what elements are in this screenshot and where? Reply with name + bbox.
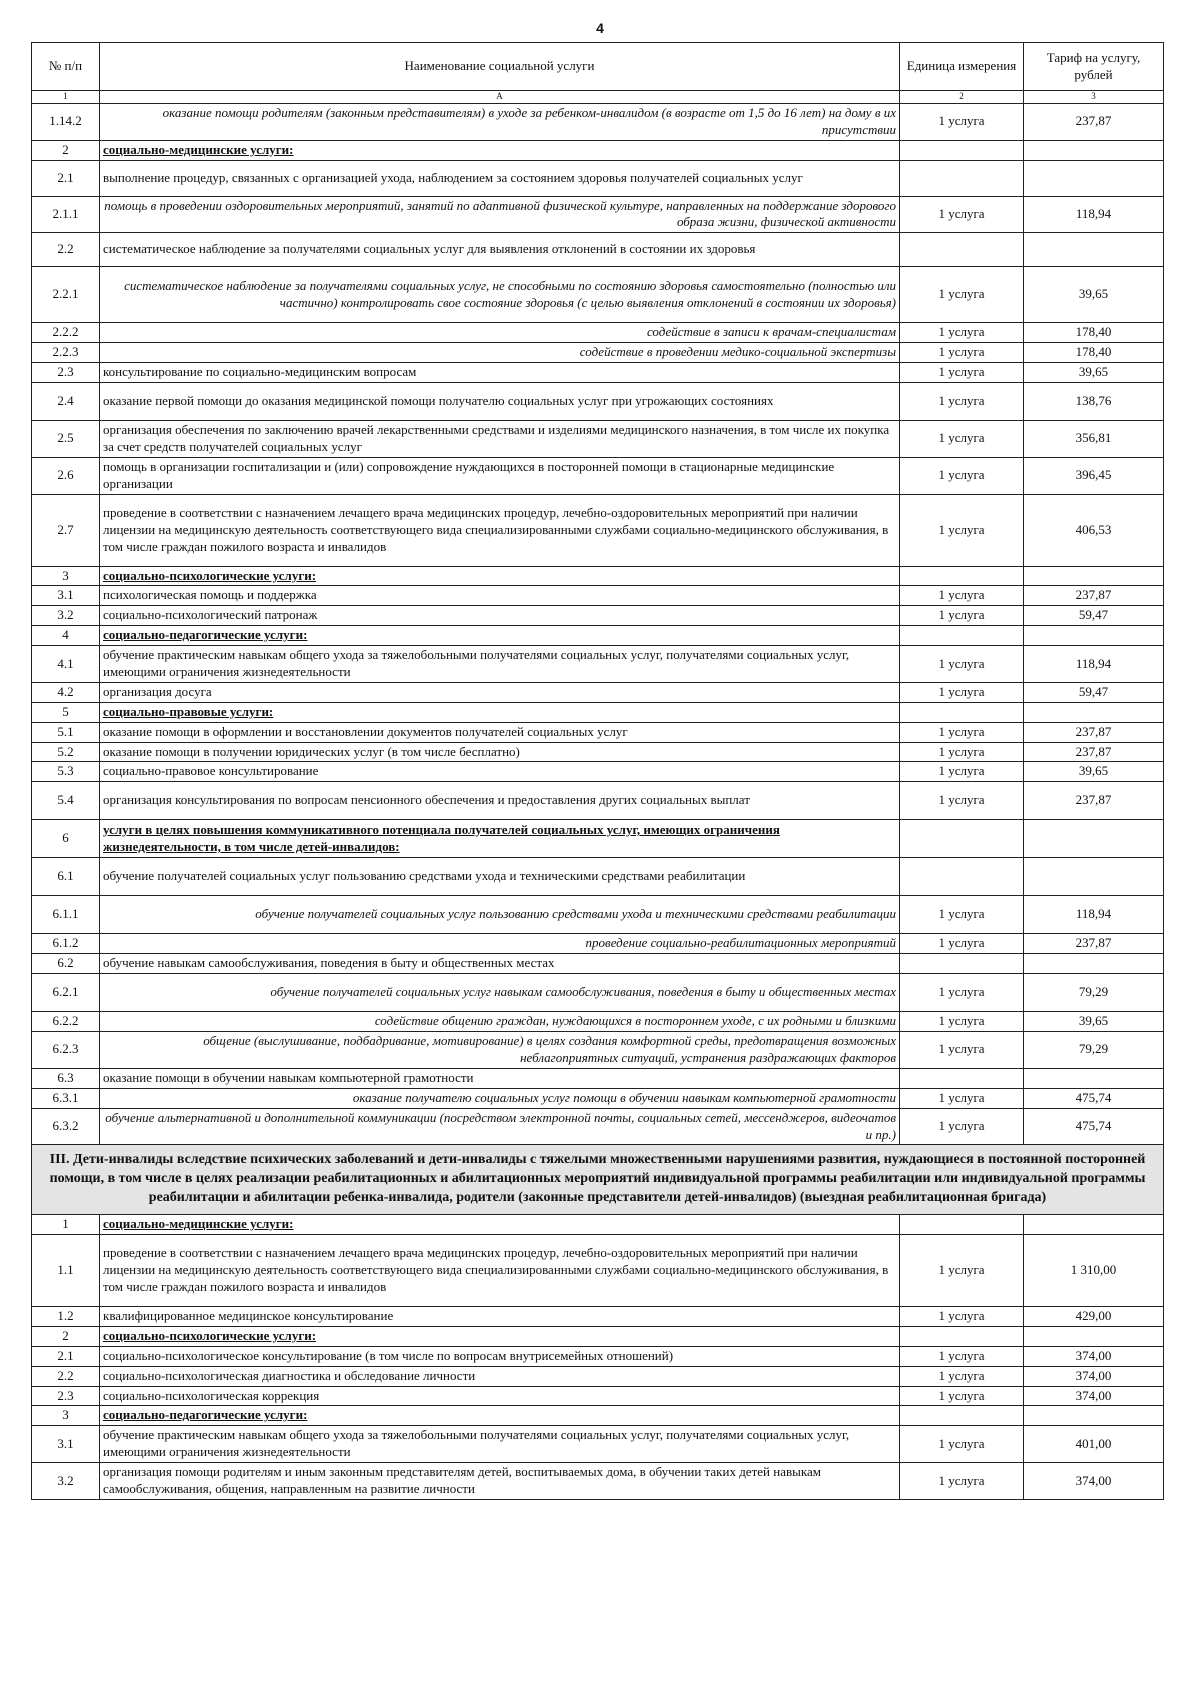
service-number: 2.3 <box>32 363 100 383</box>
service-number: 6.2.3 <box>32 1032 100 1069</box>
table-row <box>32 1012 1164 1032</box>
table-row <box>32 1234 1164 1306</box>
service-name: социально-педагогические услуги: <box>100 626 900 646</box>
tariff-value <box>1024 566 1164 586</box>
service-number: 6.3.2 <box>32 1108 100 1145</box>
service-number: 2.4 <box>32 383 100 421</box>
unit-of-measure: 1 услуга <box>900 383 1024 421</box>
service-number: 6.2 <box>32 954 100 974</box>
unit-of-measure: 1 услуга <box>900 457 1024 494</box>
tariff-value: 59,47 <box>1024 682 1164 702</box>
header-number: № п/п <box>32 43 100 91</box>
service-name: оказание помощи в получении юридических услуг (в том числе бесплатно) <box>100 742 900 762</box>
tariff-value: 237,87 <box>1024 934 1164 954</box>
service-name: содействие в проведении медико-социальной экспертизы <box>100 343 900 363</box>
unit-of-measure: 1 услуга <box>900 1032 1024 1069</box>
service-number: 6.1.1 <box>32 896 100 934</box>
unit-of-measure <box>900 1215 1024 1235</box>
unit-of-measure: 1 услуга <box>900 1234 1024 1306</box>
service-number: 1.2 <box>32 1306 100 1326</box>
service-name: обучение практическим навыкам общего ухода за тяжелобольными получателями социальных услуг, получателями социальных услуг, имеющими ограничения жизнедеятельности <box>100 1426 900 1463</box>
service-number: 2.6 <box>32 457 100 494</box>
tariff-value: 237,87 <box>1024 722 1164 742</box>
service-number: 4.2 <box>32 682 100 702</box>
table-row <box>32 1406 1164 1426</box>
table-row <box>32 1088 1164 1108</box>
tariff-value <box>1024 954 1164 974</box>
service-name: систематическое наблюдение за получателями социальных услуг, не способными по состоянию здоровья самостоятельно (полностью или частично) контролировать свое состояние здоровья (с целью выявления отклонений в состоянии их здоровья) <box>100 267 900 323</box>
service-number: 3.1 <box>32 586 100 606</box>
header-unit: Единица измерения <box>900 43 1024 91</box>
table-row <box>32 782 1164 820</box>
tariff-value: 39,65 <box>1024 363 1164 383</box>
table-row <box>32 858 1164 896</box>
tariff-value: 374,00 <box>1024 1346 1164 1366</box>
unit-of-measure: 1 услуга <box>900 343 1024 363</box>
tariff-value: 406,53 <box>1024 494 1164 566</box>
unit-of-measure <box>900 702 1024 722</box>
service-name: социально-педагогические услуги: <box>100 1406 900 1426</box>
tariff-value: 118,94 <box>1024 196 1164 233</box>
service-name: проведение в соответствии с назначением лечащего врача медицинских процедур, лечебно-оздоровительных мероприятий при наличии лицензии на медицинскую деятельность соответствующего вида специализированными службами социально-медицинского обслуживания, в том числе граждан пожилого возраста и инвалидов <box>100 1234 900 1306</box>
service-name: общение (выслушивание, подбадривание, мотивирование) в целях создания комфортной среды, предотвращения возможных неблагоприятных ситуаций, устранения раздражающих факторов <box>100 1032 900 1069</box>
table-row <box>32 1386 1164 1406</box>
tariff-value <box>1024 626 1164 646</box>
service-name: социально-психологические услуги: <box>100 566 900 586</box>
tariff-value: 237,87 <box>1024 103 1164 140</box>
service-number: 1 <box>32 1215 100 1235</box>
tariff-value: 429,00 <box>1024 1306 1164 1326</box>
column-numbers-row <box>32 91 1164 104</box>
tariff-value: 475,74 <box>1024 1088 1164 1108</box>
service-number: 3 <box>32 566 100 586</box>
unit-of-measure: 1 услуга <box>900 646 1024 683</box>
service-name: выполнение процедур, связанных с организацией ухода, наблюдением за состоянием здоровья получателей социальных услуг <box>100 160 900 196</box>
unit-of-measure <box>900 160 1024 196</box>
section-header-row <box>32 1145 1164 1215</box>
tariff-value: 39,65 <box>1024 762 1164 782</box>
unit-of-measure <box>900 140 1024 160</box>
service-number: 6.1.2 <box>32 934 100 954</box>
unit-of-measure: 1 услуга <box>900 742 1024 762</box>
table-row <box>32 233 1164 267</box>
tariff-value: 374,00 <box>1024 1463 1164 1500</box>
unit-of-measure: 1 услуга <box>900 586 1024 606</box>
unit-of-measure: 1 услуга <box>900 196 1024 233</box>
tariff-value <box>1024 1326 1164 1346</box>
table-row <box>32 1346 1164 1366</box>
service-number: 5.3 <box>32 762 100 782</box>
table-row <box>32 626 1164 646</box>
unit-of-measure: 1 услуга <box>900 1306 1024 1326</box>
service-name: проведение в соответствии с назначением лечащего врача медицинских процедур, лечебно-оздоровительных мероприятий при наличии лицензии на медицинскую деятельность соответствующего вида специализированными службами социально-медицинского обслуживания, в том числе граждан пожилого возраста и инвалидов <box>100 494 900 566</box>
unit-of-measure <box>900 1068 1024 1088</box>
service-name: обучение получателей социальных услуг навыкам самообслуживания, поведения в быту и общественных местах <box>100 974 900 1012</box>
unit-of-measure: 1 услуга <box>900 494 1024 566</box>
section-title: III. Дети-инвалиды вследствие психических заболеваний и дети-инвалиды с тяжелыми множественными нарушениями развития, нуждающиеся в постоянной посторонней помощи, в том числе в целях реализации реабилитационных и абилитационных мероприятий индивидуальной программы реабилитации или индивидуальной программы реабилитации и абилитации ребенка-инвалида, родители (законные представители детей-инвалидов) (выездная реабилитационная бригада) <box>32 1145 1164 1215</box>
unit-of-measure: 1 услуга <box>900 782 1024 820</box>
service-name: помощь в проведении оздоровительных мероприятий, занятий по адаптивной физической культуре, направленных на поддержание здорового образа жизни, физической активности <box>100 196 900 233</box>
table-row <box>32 722 1164 742</box>
service-number: 6.2.1 <box>32 974 100 1012</box>
table-row <box>32 702 1164 722</box>
service-number: 6.3 <box>32 1068 100 1088</box>
service-number: 1.1 <box>32 1234 100 1306</box>
service-name: оказание первой помощи до оказания медицинской помощи получателю социальных услуг при угрожающих состояниях <box>100 383 900 421</box>
table-row <box>32 160 1164 196</box>
column-number-3: 3 <box>1024 91 1164 104</box>
service-number: 2.2.2 <box>32 323 100 343</box>
service-name: социально-правовое консультирование <box>100 762 900 782</box>
unit-of-measure: 1 услуга <box>900 682 1024 702</box>
service-number: 2.7 <box>32 494 100 566</box>
tariff-value: 237,87 <box>1024 586 1164 606</box>
service-number: 5 <box>32 702 100 722</box>
service-name: систематическое наблюдение за получателями социальных услуг для выявления отклонений в состоянии их здоровья <box>100 233 900 267</box>
service-name: услуги в целях повышения коммуникативного потенциала получателей социальных услуг, имеющих ограничения жизнедеятельности, в том числе детей-инвалидов: <box>100 820 900 858</box>
tariff-value <box>1024 1406 1164 1426</box>
service-name: оказание помощи родителям (законным представителям) в уходе за ребенком-инвалидом (в возрасте от 1,5 до 16 лет) на дому в их присутствии <box>100 103 900 140</box>
tariff-value <box>1024 1215 1164 1235</box>
unit-of-measure <box>900 1406 1024 1426</box>
unit-of-measure: 1 услуга <box>900 896 1024 934</box>
unit-of-measure: 1 услуга <box>900 1426 1024 1463</box>
unit-of-measure <box>900 626 1024 646</box>
tariff-value: 475,74 <box>1024 1108 1164 1145</box>
service-number: 2.3 <box>32 1386 100 1406</box>
table-row <box>32 1366 1164 1386</box>
tariff-value: 39,65 <box>1024 267 1164 323</box>
tariff-value: 118,94 <box>1024 646 1164 683</box>
table-row <box>32 363 1164 383</box>
unit-of-measure: 1 услуга <box>900 363 1024 383</box>
table-row <box>32 954 1164 974</box>
table-row <box>32 1426 1164 1463</box>
unit-of-measure: 1 услуга <box>900 722 1024 742</box>
unit-of-measure: 1 услуга <box>900 103 1024 140</box>
table-row <box>32 934 1164 954</box>
service-name: социально-психологическая коррекция <box>100 1386 900 1406</box>
service-name: консультирование по социально-медицинским вопросам <box>100 363 900 383</box>
service-number: 2.2.1 <box>32 267 100 323</box>
service-name: социально-медицинские услуги: <box>100 140 900 160</box>
column-number-1: 1 <box>32 91 100 104</box>
tariff-value: 237,87 <box>1024 742 1164 762</box>
service-number: 6.3.1 <box>32 1088 100 1108</box>
service-name: социально-психологическое консультирование (в том числе по вопросам внутрисемейных отношений) <box>100 1346 900 1366</box>
table-row <box>32 762 1164 782</box>
unit-of-measure: 1 услуга <box>900 323 1024 343</box>
service-name: обучение получателей социальных услуг пользованию средствами ухода и техническими средствами реабилитации <box>100 858 900 896</box>
header-service-name: Наименование социальной услуги <box>100 43 900 91</box>
service-number: 5.1 <box>32 722 100 742</box>
service-number: 2.5 <box>32 421 100 458</box>
table-row <box>32 323 1164 343</box>
service-name: социально-правовые услуги: <box>100 702 900 722</box>
tariff-value: 118,94 <box>1024 896 1164 934</box>
tariff-value <box>1024 702 1164 722</box>
table-row <box>32 494 1164 566</box>
service-name: социально-психологическая диагностика и обследование личности <box>100 1366 900 1386</box>
table-row <box>32 103 1164 140</box>
service-name: психологическая помощь и поддержка <box>100 586 900 606</box>
service-name: обучение навыкам самообслуживания, поведения в быту и общественных местах <box>100 954 900 974</box>
service-name: оказание получателю социальных услуг помощи в обучении навыкам компьютерной грамотности <box>100 1088 900 1108</box>
unit-of-measure: 1 услуга <box>900 1108 1024 1145</box>
tariff-value: 396,45 <box>1024 457 1164 494</box>
unit-of-measure: 1 услуга <box>900 1012 1024 1032</box>
table-row <box>32 1306 1164 1326</box>
unit-of-measure: 1 услуга <box>900 1088 1024 1108</box>
table-row <box>32 606 1164 626</box>
tariff-table <box>31 42 1164 1500</box>
table-row <box>32 1068 1164 1088</box>
tariff-value <box>1024 160 1164 196</box>
unit-of-measure: 1 услуга <box>900 1463 1024 1500</box>
service-number: 2.1 <box>32 160 100 196</box>
table-row <box>32 1215 1164 1235</box>
service-number: 3.1 <box>32 1426 100 1463</box>
table-row <box>32 742 1164 762</box>
service-name: организация консультирования по вопросам пенсионного обеспечения и предоставления других социальных выплат <box>100 782 900 820</box>
tariff-value: 178,40 <box>1024 343 1164 363</box>
service-name: социально-психологические услуги: <box>100 1326 900 1346</box>
tariff-value: 356,81 <box>1024 421 1164 458</box>
column-number-2: 2 <box>900 91 1024 104</box>
service-name: обучение практическим навыкам общего ухода за тяжелобольными получателями социальных услуг, получателями социальных услуг, имеющими ограничения жизнедеятельности <box>100 646 900 683</box>
unit-of-measure: 1 услуга <box>900 762 1024 782</box>
service-number: 5.4 <box>32 782 100 820</box>
table-row <box>32 1032 1164 1069</box>
column-number-a: А <box>100 91 900 104</box>
unit-of-measure: 1 услуга <box>900 1386 1024 1406</box>
table-row <box>32 646 1164 683</box>
header-tariff: Тариф на услугу, рублей <box>1024 43 1164 91</box>
tariff-value: 138,76 <box>1024 383 1164 421</box>
service-number: 2 <box>32 1326 100 1346</box>
service-name: оказание помощи в оформлении и восстановлении документов получателей социальных услуг <box>100 722 900 742</box>
service-number: 4.1 <box>32 646 100 683</box>
service-name: организация досуга <box>100 682 900 702</box>
table-row <box>32 457 1164 494</box>
table-row <box>32 1326 1164 1346</box>
tariff-value <box>1024 1068 1164 1088</box>
tariff-value <box>1024 820 1164 858</box>
tariff-value <box>1024 858 1164 896</box>
tariff-value: 1 310,00 <box>1024 1234 1164 1306</box>
table-row <box>32 140 1164 160</box>
service-number: 2.1 <box>32 1346 100 1366</box>
service-number: 5.2 <box>32 742 100 762</box>
service-number: 6 <box>32 820 100 858</box>
tariff-value: 79,29 <box>1024 974 1164 1012</box>
table-row <box>32 820 1164 858</box>
table-row <box>32 586 1164 606</box>
service-number: 2.2 <box>32 1366 100 1386</box>
tariff-value <box>1024 140 1164 160</box>
table-row <box>32 196 1164 233</box>
service-name: организация обеспечения по заключению врачей лекарственными средствами и изделиями медицинского назначения, в том числе их покупка за счет средств получателей социальных услуг <box>100 421 900 458</box>
service-name: обучение получателей социальных услуг пользованию средствами ухода и техническими средствами реабилитации <box>100 896 900 934</box>
unit-of-measure: 1 услуга <box>900 1366 1024 1386</box>
unit-of-measure <box>900 566 1024 586</box>
service-number: 6.1 <box>32 858 100 896</box>
tariff-value: 39,65 <box>1024 1012 1164 1032</box>
table-row <box>32 383 1164 421</box>
table-row <box>32 566 1164 586</box>
tariff-value: 401,00 <box>1024 1426 1164 1463</box>
table-row <box>32 343 1164 363</box>
tariff-value: 374,00 <box>1024 1366 1164 1386</box>
service-number: 2.1.1 <box>32 196 100 233</box>
service-name: содействие общению граждан, нуждающихся в постороннем уходе, с их родными и близкими <box>100 1012 900 1032</box>
table-row <box>32 1108 1164 1145</box>
tariff-value: 237,87 <box>1024 782 1164 820</box>
table-row <box>32 682 1164 702</box>
unit-of-measure: 1 услуга <box>900 934 1024 954</box>
service-name: организация помощи родителям и иным законным представителям детей, воспитываемых дома, в обучении таких детей навыкам самообслуживания, общения, направленным на развитие личности <box>100 1463 900 1500</box>
table-row <box>32 267 1164 323</box>
tariff-value: 59,47 <box>1024 606 1164 626</box>
service-name: содействие в записи к врачам-специалистам <box>100 323 900 343</box>
table-row <box>32 1463 1164 1500</box>
service-number: 1.14.2 <box>32 103 100 140</box>
service-name: оказание помощи в обучении навыкам компьютерной грамотности <box>100 1068 900 1088</box>
service-name: социально-психологический патронаж <box>100 606 900 626</box>
unit-of-measure: 1 услуга <box>900 1346 1024 1366</box>
table-header-row <box>32 43 1164 91</box>
service-number: 4 <box>32 626 100 646</box>
tariff-value <box>1024 233 1164 267</box>
table-row <box>32 421 1164 458</box>
service-number: 2.2.3 <box>32 343 100 363</box>
service-name: проведение социально-реабилитационных мероприятий <box>100 934 900 954</box>
tariff-value: 79,29 <box>1024 1032 1164 1069</box>
service-name: социально-медицинские услуги: <box>100 1215 900 1235</box>
page-number: 4 <box>596 20 604 36</box>
table-row <box>32 974 1164 1012</box>
service-number: 3 <box>32 1406 100 1426</box>
unit-of-measure: 1 услуга <box>900 267 1024 323</box>
unit-of-measure <box>900 820 1024 858</box>
service-name: помощь в организации госпитализации и (или) сопровождение нуждающихся в посторонней помощи в стационарные медицинские организации <box>100 457 900 494</box>
service-number: 3.2 <box>32 1463 100 1500</box>
service-number: 2 <box>32 140 100 160</box>
table-row <box>32 896 1164 934</box>
unit-of-measure <box>900 233 1024 267</box>
service-number: 3.2 <box>32 606 100 626</box>
unit-of-measure <box>900 954 1024 974</box>
unit-of-measure: 1 услуга <box>900 974 1024 1012</box>
unit-of-measure: 1 услуга <box>900 421 1024 458</box>
unit-of-measure <box>900 858 1024 896</box>
service-name: обучение альтернативной и дополнительной коммуникации (посредством электронной почты, социальных сетей, мессенджеров, видеочатов и пр.) <box>100 1108 900 1145</box>
service-number: 2.2 <box>32 233 100 267</box>
service-number: 6.2.2 <box>32 1012 100 1032</box>
unit-of-measure: 1 услуга <box>900 606 1024 626</box>
tariff-value: 374,00 <box>1024 1386 1164 1406</box>
unit-of-measure <box>900 1326 1024 1346</box>
tariff-value: 178,40 <box>1024 323 1164 343</box>
service-name: квалифицированное медицинское консультирование <box>100 1306 900 1326</box>
